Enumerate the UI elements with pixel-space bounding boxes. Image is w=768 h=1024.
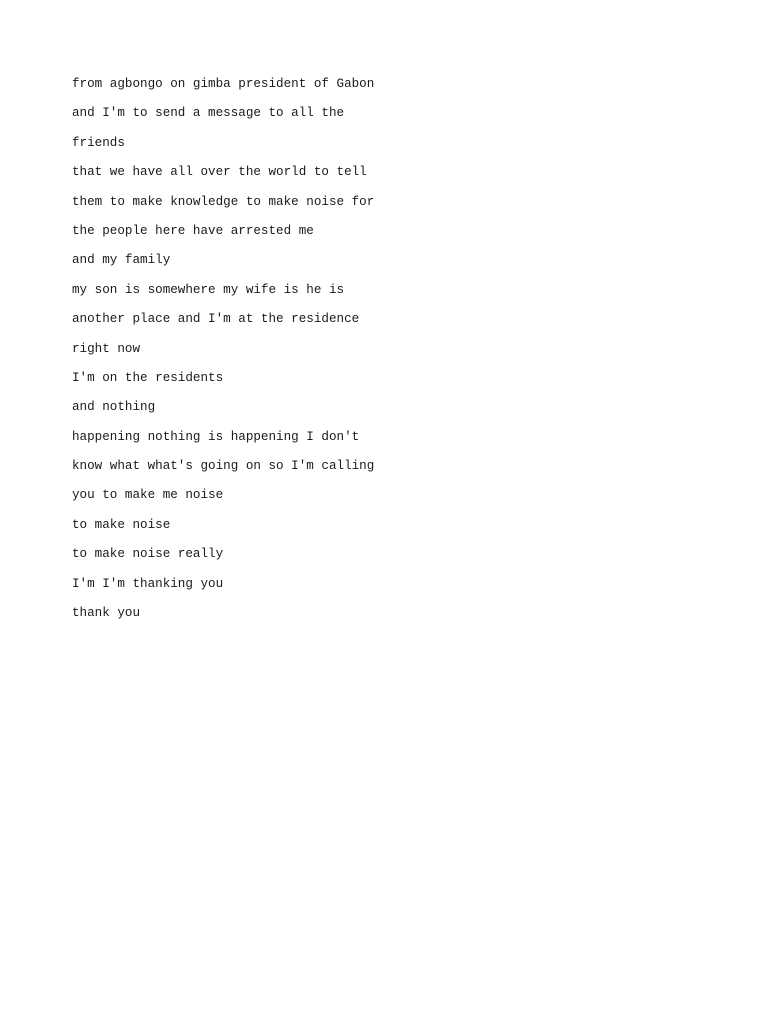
- transcript-line: happening nothing is happening I don't: [72, 429, 360, 444]
- transcript-line: another place and I'm at the residence: [72, 312, 360, 327]
- transcript-line: the people here have arrested me: [72, 223, 314, 238]
- transcript-line: thank you: [72, 606, 141, 621]
- transcript-line: you to make me noise: [72, 488, 224, 503]
- transcript-line: from agbongo on gimba president of Gabon: [72, 77, 375, 91]
- transcript-line: to make noise really: [72, 547, 224, 562]
- transcript-line: I'm on the residents: [72, 370, 224, 385]
- transcript-line: and nothing: [72, 400, 156, 415]
- transcript-line: that we have all over the world to tell: [72, 165, 367, 180]
- transcript-line: my son is somewhere my wife is he is: [72, 282, 345, 297]
- transcript-line: I'm I'm thanking you: [72, 576, 224, 591]
- transcript-line: and I'm to send a message to all the: [72, 106, 345, 121]
- transcript-line: them to make knowledge to make noise for: [72, 194, 375, 209]
- transcript-line: friends: [72, 135, 125, 150]
- transcript-line: right now: [72, 341, 141, 356]
- transcript-line: and my family: [72, 253, 171, 268]
- transcript-text: [72, 70, 374, 628]
- transcript-line: to make noise: [72, 517, 171, 532]
- transcript-line: know what what's going on so I'm calling: [72, 459, 375, 474]
